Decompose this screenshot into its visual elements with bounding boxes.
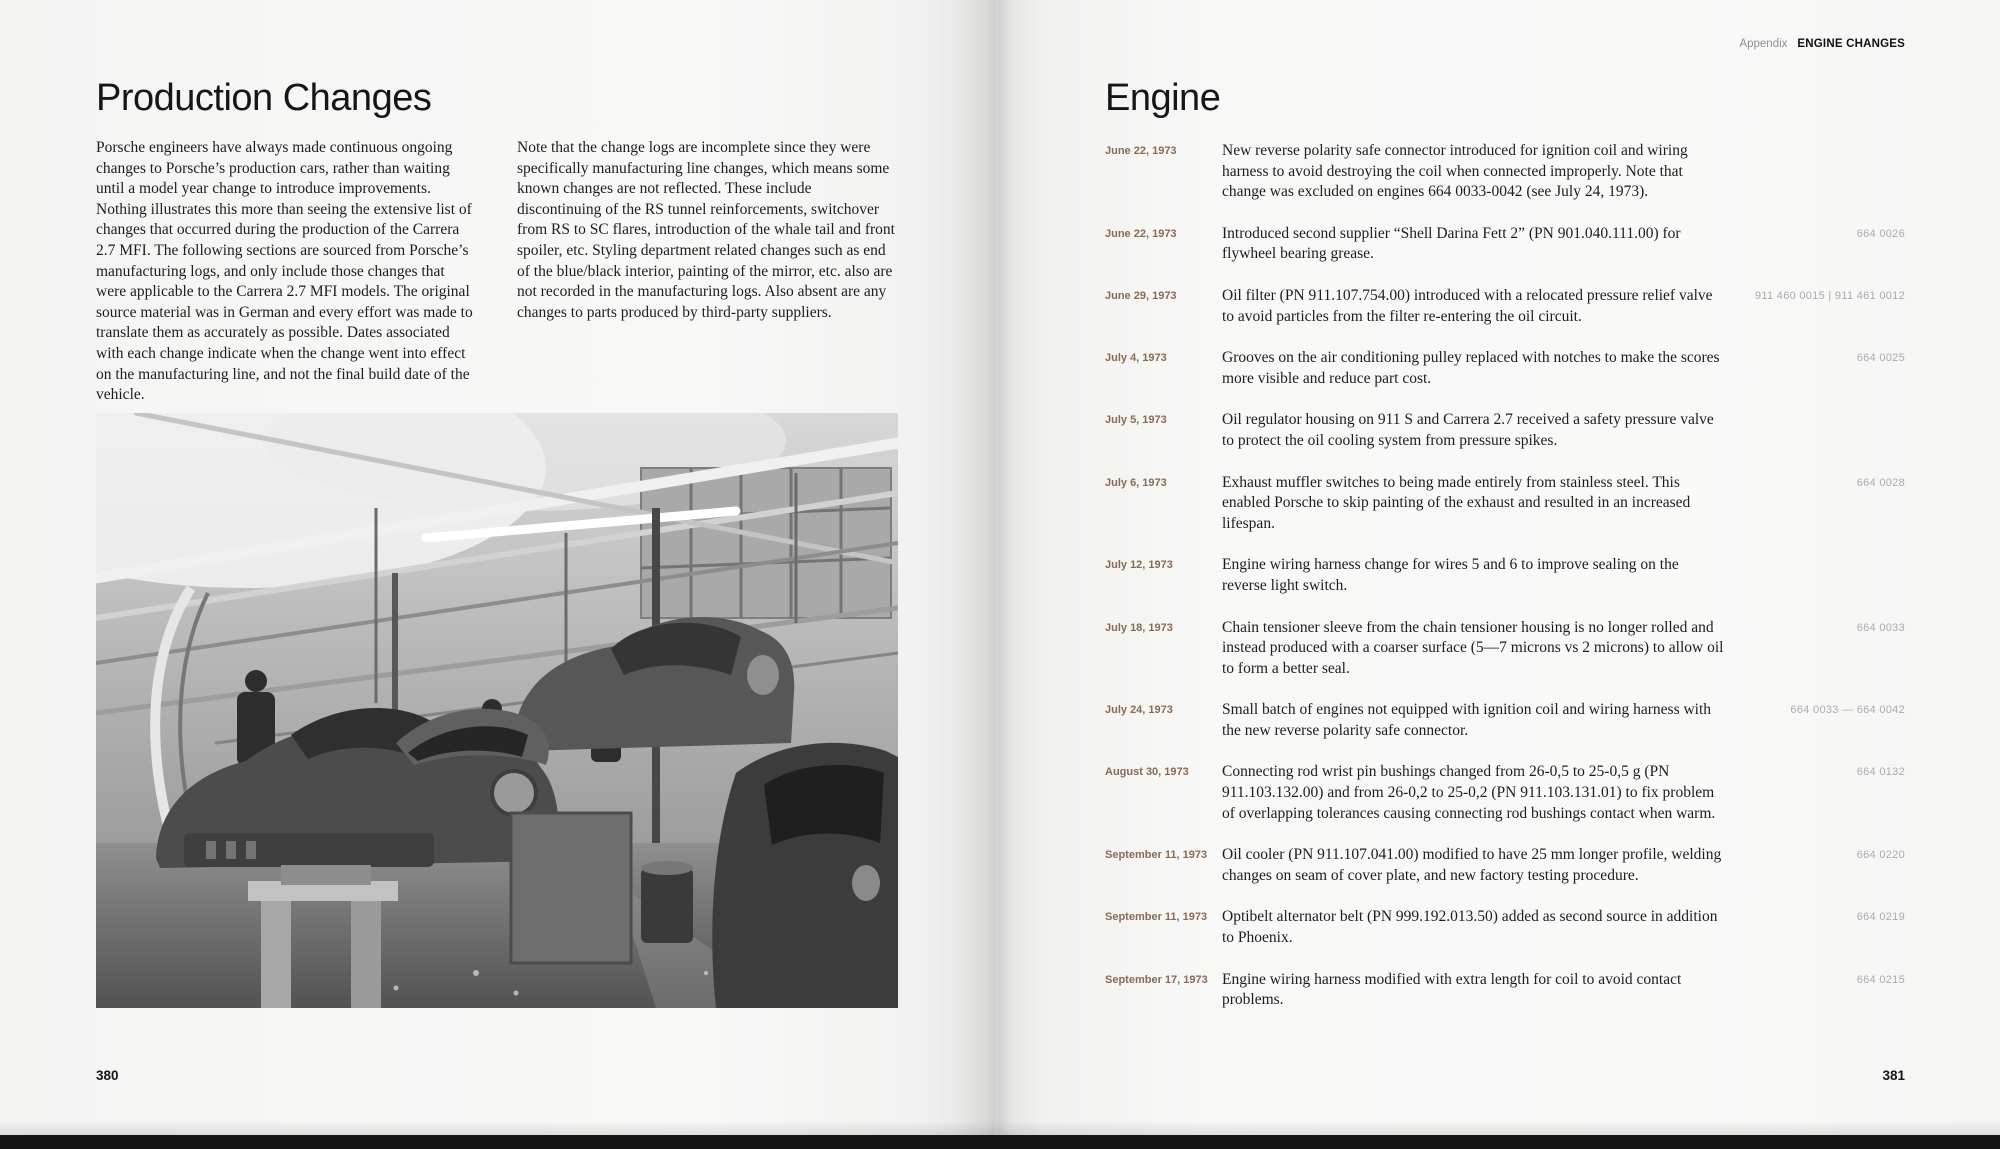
- change-date: July 24, 1973: [1105, 704, 1173, 717]
- engine-number: 664 0026: [1856, 227, 1905, 240]
- change-entry: [1105, 410, 1905, 451]
- change-description: Grooves on the air conditioning pulley replaced with notches to make the scores more visible and reduce part cost.: [1222, 349, 1720, 387]
- engine-number: [1727, 141, 1905, 203]
- engine-number: 664 0033: [1856, 621, 1905, 634]
- engine-number: 911 460 0015 | 911 461 0012: [1754, 289, 1905, 302]
- left-page: [0, 0, 995, 1135]
- change-date: June 22, 1973: [1105, 145, 1177, 157]
- change-description: Engine wiring harness modified with extra length for coil to avoid contact problems.: [1222, 970, 1682, 1009]
- change-description: Small batch of engines not equipped with ignition coil and wiring harness with the new reverse polarity safe connector.: [1222, 701, 1712, 739]
- body-text-column-2: Note that the change logs are incomplete since they were specifically manufacturing line changes, which means some known changes are not reflected. These include discontinuing of the RS tunnel reinforcements, switchover from RS to SC flares, introduction of the whale tail and front spoiler, etc. Styling department related changes such as end of the blue/black interior, painting of the mirror, etc. also are not recorded in the manufacturing logs. Also absent are any changes to parts produced by third-party suppliers.: [517, 139, 895, 321]
- change-description: Optibelt alternator belt (PN 999.192.013.50) added as second source in addition to Phoenix.: [1222, 908, 1718, 947]
- change-description: Oil regulator housing on 911 S and Carrera 2.7 received a safety pressure valve to protect the oil cooling system from pressure spikes.: [1222, 411, 1714, 449]
- page-number-left: 380: [96, 1068, 119, 1083]
- running-head-section: ENGINE CHANGES: [1797, 38, 1905, 50]
- change-description: New reverse polarity safe connector introduced for ignition coil and wiring harness to avoid destroying the coil when connected improperly. Note that change was excluded on engines 664 0033-0042 (see July 24, 1973).: [1222, 142, 1688, 201]
- page-title-production-changes: Production Changes: [96, 77, 432, 119]
- change-entry: [1105, 286, 1905, 327]
- engine-number: [1727, 410, 1905, 451]
- engine-number: 664 0028: [1856, 476, 1905, 489]
- change-entry: [1105, 141, 1905, 203]
- change-date: September 11, 1973: [1105, 911, 1208, 924]
- factory-photo: [96, 413, 898, 1008]
- change-entry: [1105, 907, 1905, 948]
- engine-change-log: [1105, 141, 1905, 1032]
- change-date: June 22, 1973: [1105, 227, 1177, 240]
- engine-number: 664 0220: [1856, 849, 1905, 862]
- running-head-appendix: Appendix: [1739, 38, 1788, 50]
- engine-number: 664 0215: [1856, 973, 1905, 986]
- page-number-right: 381: [1882, 1068, 1905, 1083]
- right-page: [995, 0, 2000, 1135]
- change-entry: [1105, 618, 1905, 680]
- change-date: July 18, 1973: [1105, 621, 1173, 634]
- change-entry: [1105, 970, 1905, 1011]
- engine-number: 664 0132: [1856, 766, 1905, 779]
- body-text-columns: [96, 138, 898, 406]
- change-entry: [1105, 224, 1905, 265]
- engine-number: 664 0219: [1856, 911, 1905, 924]
- book-bottom-edge: [0, 1135, 2000, 1149]
- engine-number: 664 0025: [1856, 352, 1905, 365]
- factory-photo-illustration: [96, 413, 898, 1008]
- change-description: Oil cooler (PN 911.107.041.00) modified to have 25 mm longer profile, welding changes on seam of cover plate, and new factory testing procedure.: [1222, 846, 1722, 884]
- change-date: September 11, 1973: [1105, 849, 1208, 862]
- change-entry: [1105, 700, 1905, 741]
- change-entry: [1105, 555, 1905, 596]
- change-entry: [1105, 348, 1905, 389]
- change-description: Chain tensioner sleeve from the chain tensioner housing is no longer rolled and instead produced with a coarser surface (5—7 microns vs 2 microns) to allow oil to form a better seal.: [1222, 618, 1724, 677]
- change-date: July 5, 1973: [1105, 414, 1167, 427]
- change-description: Engine wiring harness change for wires 5 and 6 to improve sealing on the reverse light switch.: [1222, 556, 1679, 594]
- change-date: July 6, 1973: [1105, 476, 1167, 489]
- change-description: Connecting rod wrist pin bushings changed from 26-0,5 to 25-0,5 g (PN 911.103.132.00) and from 26-0,2 to 25-0,2 (PN 911.103.131.01) to fix problem of overlapping tolerances causing connecting rod bushings contact when warm.: [1222, 763, 1716, 822]
- body-text-column-1: Porsche engineers have always made continuous ongoing changes to Porsche’s production cars, rather than waiting until a model year change to introduce improvements. Nothing illustrates this more than seeing the extensive list of changes that occurred during the production of the Carrera 2.7 MFI. The following sections are sourced from Porsche’s manufacturing logs, and only include those changes that were applicable to the Carrera 2.7 MFI models. The original source material was in German and every effort was made to translate them as accurately as possible. Dates associated with each change indicate when the change went into effect on the manufacturing line, and not the final build date of the vehicle.: [96, 139, 473, 404]
- change-date: September 17, 1973: [1105, 973, 1208, 986]
- change-date: July 12, 1973: [1105, 559, 1173, 572]
- engine-number: 664 0033 — 664 0042: [1790, 704, 1905, 717]
- change-date: July 4, 1973: [1105, 352, 1167, 365]
- change-description: Exhaust muffler switches to being made entirely from stainless steel. This enabled Porsche to skip painting of the exhaust and resulted in an increased lifespan.: [1222, 473, 1691, 532]
- running-head: [1739, 38, 1905, 50]
- change-entry: [1105, 473, 1905, 535]
- engine-number: [1727, 555, 1905, 596]
- change-entry: [1105, 845, 1905, 886]
- change-entry: [1105, 762, 1905, 824]
- page-title-engine: Engine: [1105, 77, 1221, 119]
- change-description: Introduced second supplier “Shell Darina Fett 2” (PN 901.040.111.00) for flywheel bearing grease.: [1222, 224, 1681, 263]
- change-description: Oil filter (PN 911.107.754.00) introduced with a relocated pressure relief valve to avoid particles from the filter re-entering the oil circuit.: [1222, 286, 1713, 325]
- change-date: August 30, 1973: [1105, 766, 1189, 779]
- change-date: June 29, 1973: [1105, 289, 1177, 302]
